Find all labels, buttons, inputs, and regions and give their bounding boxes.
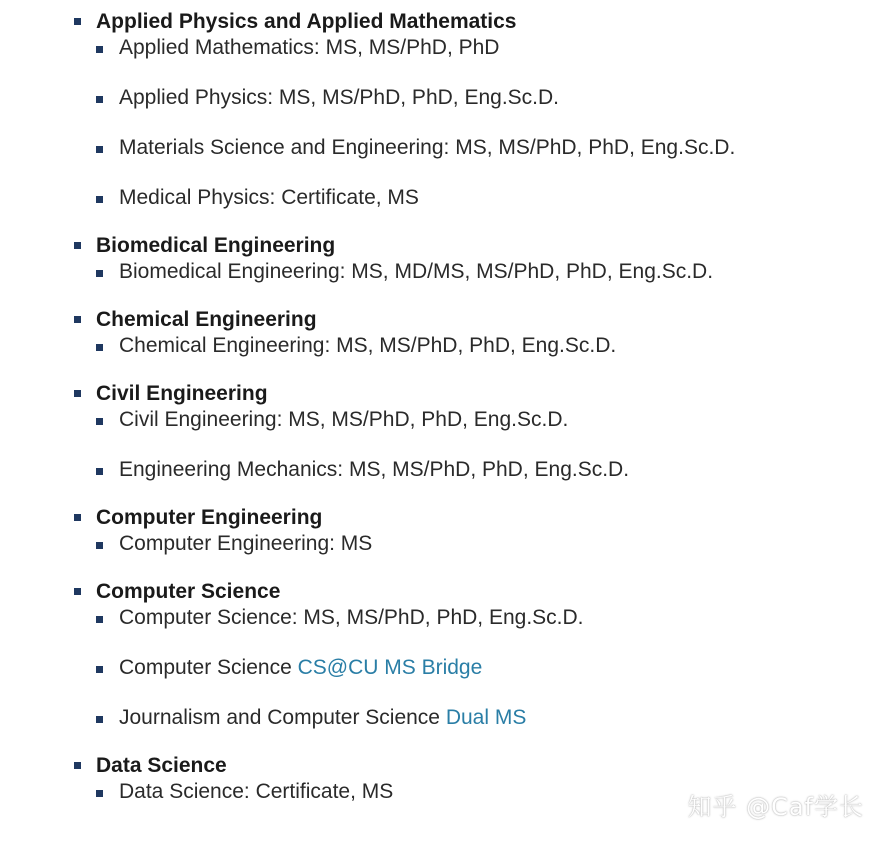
department-name: Biomedical Engineering bbox=[96, 234, 336, 257]
program-item bbox=[96, 655, 886, 681]
square-bullet-icon bbox=[74, 242, 81, 249]
square-bullet-icon bbox=[74, 588, 81, 595]
department-item bbox=[0, 307, 886, 359]
square-bullet-icon bbox=[96, 418, 103, 425]
program-link[interactable]: CS@CU MS Bridge bbox=[297, 656, 483, 679]
square-bullet-icon bbox=[96, 616, 103, 623]
square-bullet-icon bbox=[96, 96, 103, 103]
program-item bbox=[96, 185, 886, 211]
square-bullet-icon bbox=[96, 46, 103, 53]
department-name: Chemical Engineering bbox=[96, 308, 317, 331]
program-text: Applied Mathematics: MS, MS/PhD, PhD bbox=[119, 36, 500, 59]
program-text: Medical Physics: Certificate, MS bbox=[119, 186, 419, 209]
program-item bbox=[96, 259, 886, 285]
program-text: Chemical Engineering: MS, MS/PhD, PhD, Eng.Sc.D. bbox=[119, 334, 617, 357]
square-bullet-icon bbox=[74, 514, 81, 521]
program-text: Journalism and Computer Science bbox=[119, 706, 446, 729]
department-name: Civil Engineering bbox=[96, 382, 268, 405]
department-list bbox=[0, 9, 886, 827]
department-item bbox=[0, 233, 886, 285]
program-text: Applied Physics: MS, MS/PhD, PhD, Eng.Sc.D. bbox=[119, 86, 559, 109]
program-text: Biomedical Engineering: MS, MD/MS, MS/PhD, PhD, Eng.Sc.D. bbox=[119, 260, 714, 283]
program-list bbox=[96, 531, 886, 557]
department-item bbox=[0, 381, 886, 483]
program-text: Materials Science and Engineering: MS, MS/PhD, PhD, Eng.Sc.D. bbox=[119, 136, 736, 159]
program-list bbox=[96, 333, 886, 359]
program-text: Computer Science bbox=[119, 656, 298, 679]
square-bullet-icon bbox=[96, 542, 103, 549]
department-name: Computer Science bbox=[96, 580, 281, 603]
square-bullet-icon bbox=[96, 146, 103, 153]
program-list bbox=[96, 35, 886, 211]
program-text: Data Science: Certificate, MS bbox=[119, 780, 394, 803]
program-item bbox=[96, 407, 886, 433]
department-item bbox=[0, 505, 886, 557]
square-bullet-icon bbox=[96, 666, 103, 673]
program-text: Engineering Mechanics: MS, MS/PhD, PhD, Eng.Sc.D. bbox=[119, 458, 630, 481]
square-bullet-icon bbox=[96, 468, 103, 475]
program-list bbox=[96, 605, 886, 731]
square-bullet-icon bbox=[96, 196, 103, 203]
program-item bbox=[96, 333, 886, 359]
square-bullet-icon bbox=[74, 18, 81, 25]
program-link[interactable]: Dual MS bbox=[445, 706, 527, 729]
program-text: Computer Engineering: MS bbox=[119, 532, 373, 555]
watermark: 知乎 @Caf学长 bbox=[687, 793, 864, 821]
program-item bbox=[96, 85, 886, 111]
square-bullet-icon bbox=[74, 390, 81, 397]
department-name: Data Science bbox=[96, 754, 227, 777]
square-bullet-icon bbox=[96, 270, 103, 277]
program-item bbox=[96, 35, 886, 61]
square-bullet-icon bbox=[74, 316, 81, 323]
program-list bbox=[96, 407, 886, 483]
department-name: Applied Physics and Applied Mathematics bbox=[96, 10, 517, 33]
department-item bbox=[0, 9, 886, 211]
program-item bbox=[96, 457, 886, 483]
program-list bbox=[96, 259, 886, 285]
program-text: Civil Engineering: MS, MS/PhD, PhD, Eng.Sc.D. bbox=[119, 408, 569, 431]
square-bullet-icon bbox=[74, 762, 81, 769]
department-item bbox=[0, 579, 886, 731]
program-item bbox=[96, 705, 886, 731]
square-bullet-icon bbox=[96, 716, 103, 723]
square-bullet-icon bbox=[96, 344, 103, 351]
program-item bbox=[96, 135, 886, 161]
program-item bbox=[96, 605, 886, 631]
square-bullet-icon bbox=[96, 790, 103, 797]
program-item bbox=[96, 531, 886, 557]
department-name: Computer Engineering bbox=[96, 506, 323, 529]
program-text: Computer Science: MS, MS/PhD, PhD, Eng.Sc.D. bbox=[119, 606, 584, 629]
